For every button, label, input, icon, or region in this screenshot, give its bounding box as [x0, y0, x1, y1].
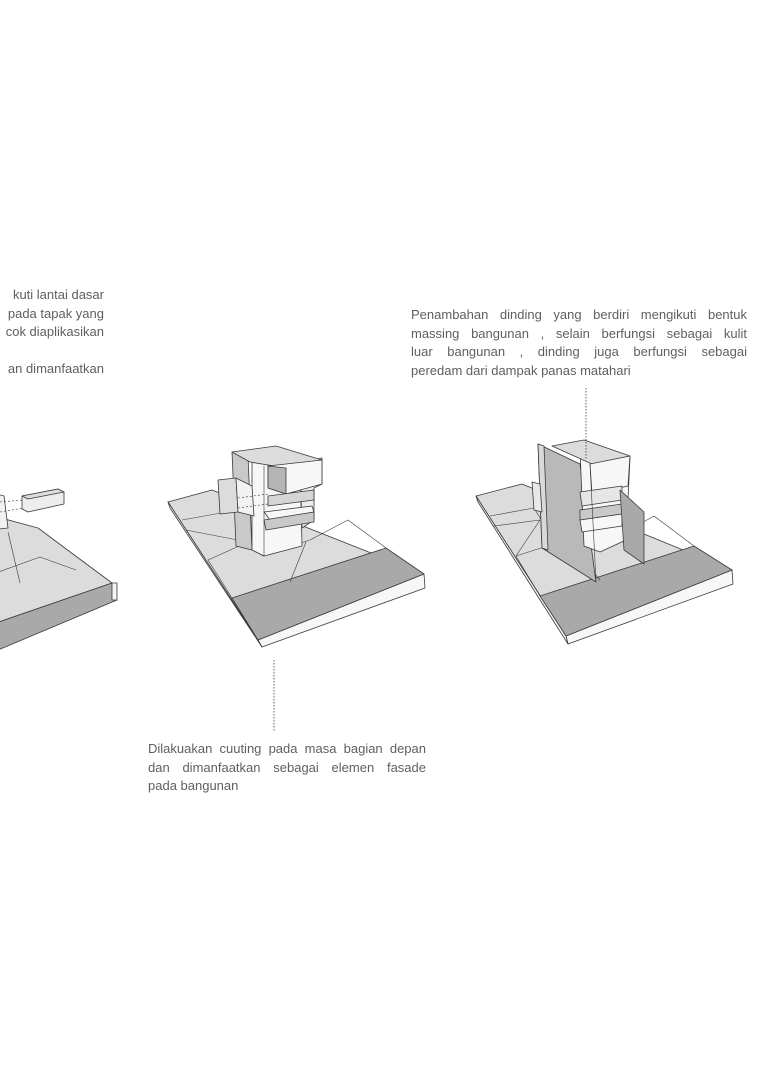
caption-right-line-4: peredam dari dampak panas matahari: [411, 362, 631, 378]
caption-left-line-1: kuti lantai dasar: [12, 287, 104, 302]
caption-middle-line-1: Dilakuakan cuuting pada masa bagian depan: [148, 741, 426, 756]
caption-left-line-5: an dimanfaatkan: [7, 361, 104, 376]
massing-model-right: [476, 440, 733, 644]
massing-model-left: [0, 489, 117, 650]
caption-middle-line-2: dan dimanfaatkan sebagai elemen fasade: [148, 759, 426, 775]
site-edge-left: [112, 583, 117, 600]
caption-middle-line-3: pada bangunan: [148, 778, 239, 793]
cutout-block-middle: [218, 478, 238, 514]
caption-left-line-3: cok diaplikasikan: [5, 324, 104, 339]
left-fin-right: [532, 482, 542, 512]
caption-left-line-2: pada tapak yang: [7, 305, 104, 321]
caption-right-line-2: massing bangunan , selain berfungsi sebagai kulit: [411, 325, 747, 341]
caption-right-line-3: luar bangunan , dinding juga berfungsi sebagai: [411, 344, 747, 359]
mass-block-left: [0, 492, 8, 530]
cutout-block-face-middle: [236, 478, 254, 516]
massing-model-middle: [168, 446, 425, 647]
caption-right-line-1: Penambahan dinding yang berdiri mengikuti bentuk: [411, 307, 747, 322]
